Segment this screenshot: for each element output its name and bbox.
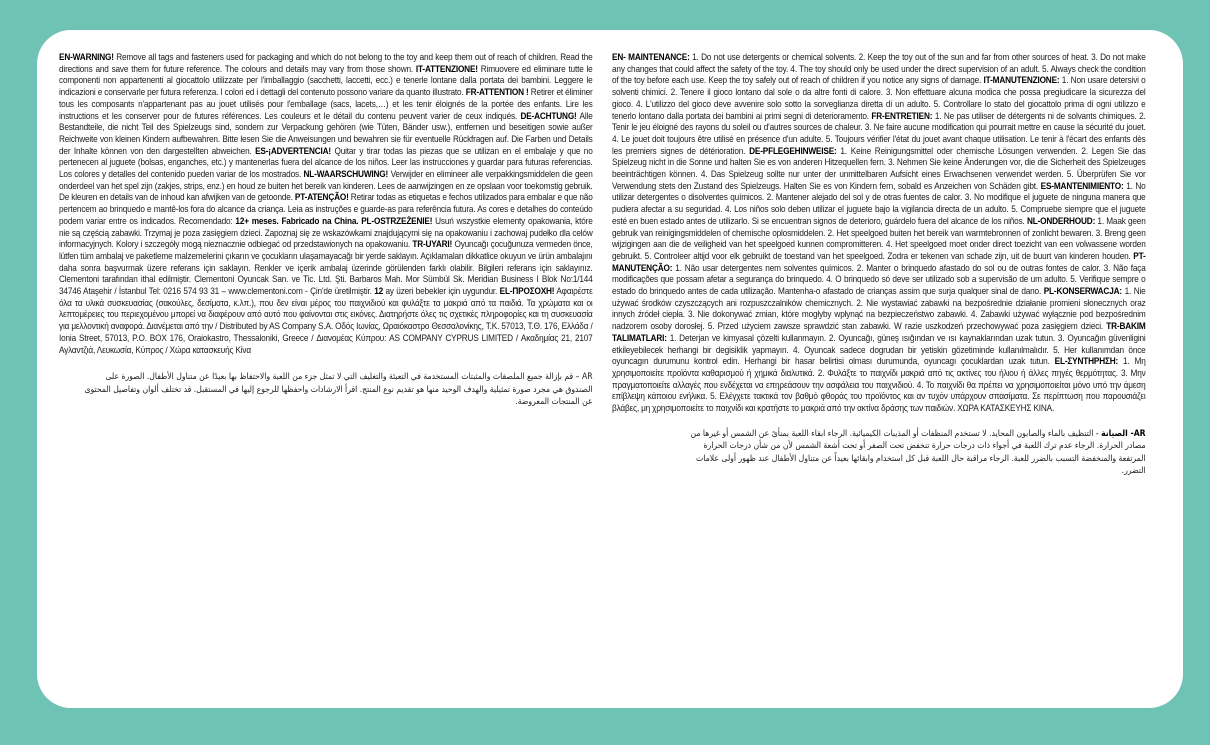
it-maintenance-label: IT-MANUTENZIONE:: [983, 75, 1060, 86]
pl-warning-text: Usuń wszystkie elementy opakowania, które nie są częścią zabawki. Trzymaj je poza zasięgiem dzieci. Zapoznaj się ze wskazówkami znajdującymi się na opakowaniu i zachowaj pudełko dla celów informacyjnych. Kolory i szczegóły mogą nieznacznie odbiegać od przedstawionych na opakowaniu.: [59, 215, 593, 250]
el-maintenance-label: EL-ΣΥΝΤΗΡΗΣΗ:: [1054, 356, 1119, 367]
pl-maintenance-text: 1. Nie używać środków czyszczących ani rozpuszczalników chemicznych. 2. Nie wystawiać zabawki na bezpośrednie działanie promieni słonecznych oraz innych źródeł ciepła. 3. Nie dokonywać zmian, które mogłyby wpłynąć na bezpieczeństwo zabawki. 4. Zabawki używać wyłącznie pod bezpośrednim nadzorem osoby dorosłej. 5. Przed użyciem zawsze sprawdzić stan zabawki. W razie uszkodzeń przechowywać poza zasięgiem dzieci.: [612, 286, 1146, 332]
el-warning-label: EL-ΠΡΟΣΟΧΗ!: [499, 286, 555, 297]
de-maintenance-label: DE-PFLEGEHINWEISE:: [749, 145, 837, 156]
el-maintenance-text: 1. Μη χρησιμοποιείτε προϊόντα καθαρισμού ή χημικά διαλυτικά. 2. Φυλάξτε το παιχνίδι μακριά από τις ακτίνες του ήλιου ή άλλες πηγές θερμότητας. 3. Μην πραγματοποιείτε αλλαγές που ενδέχεται να επηρεάσουν την ασφάλεια του παιχνιδιού. 4. Το παιχνίδι θα πρέπει να χρησιμοποιείται μόνο υπό την άμεση επίβλεψη κάποιου ενήλικα. 5. Ελέγχετε τακτικά τον βαθμό φθοράς του προϊόντος και αν τυχόν υπάρχουν σπασίματα. Σε περίπτωση που παρουσιάζει βλάβες, μη χρησιμοποιείτε το παιχνίδι και κρατήστε το μακριά από την ακτίνα δράσης των παιδιών. ΧΩΡΑ ΚΑΤΑΣΚΕΥΗΣ ΚΙΝΑ.: [612, 356, 1146, 414]
nl-warning-label: NL-WAARSCHUWING!: [303, 169, 389, 180]
warnings-paragraph: [59, 52, 593, 356]
el-warning-text: Αφαιρέστε όλα τα υλικά συσκευασίας (σακούλες, δεσίματα, κ.λπ.), που δεν είναι μέρος του παιχνιδιού και φυλάξτε τα μακριά από τα παιδιά. Τα χρώματα και οι λεπτομέρειες του περιεχομένου μπορεί να διαφέρουν από αυτό που φαίνονται στις εικόνες. Διατηρήστε όλες τις σχετικές πληροφορίες και τη συσκευασία για μελλοντική αναφορά. Διανέμεται από την / Distributed by AS Company S.A. Οδός Ιωνίας, Ωραιόκαστρο Θεσσαλονίκης, Τ.Κ. 57013, Τ.Θ. 176, Ελλάδα / Ionia Street, 57013, P.O. BOX 176, Oraiokastro, Thessaloniki, Greece / Διανομέας Κύπρου: AS COMPANY CYPRUS LIMITED / Ακαδημίας 21, 2107 Αγλαντζιά, Λευκωσία, Κύπρος / Χώρα κατασκευής Κίνα: [59, 286, 593, 355]
de-maintenance-text: 1. Keine Reinigungsmittel oder chemische Lösungen verwenden. 2. Legen Sie das Spielzeug nicht in die Sonne und halten Sie es von anderen Hitzequellen fern. 3. Nehmen Sie keine Änderungen vor, die die Sicherheit des Spielzeuges beeinträchtigen können. 4. Das Spielzeug sollte nur unter der unmittelbaren Aufsicht eines Erwachsenen verwendet werden. 5. Überprüfen Sie vor Verwendung stets den Zustand des Spielzeugs. Halten Sie es von Kindern fern, sobald es Anzeichen von Schäden gibt.: [612, 145, 1146, 191]
maintenance-column: [612, 52, 1146, 477]
pl-warning-label: PL-OSTRZEŻENIE!: [361, 215, 433, 226]
nl-maintenance-label: NL-ONDERHOUD:: [1026, 215, 1096, 226]
warnings-column: [59, 52, 593, 408]
instruction-sheet: [37, 30, 1183, 708]
fr-warning-text: Retirer et éliminer tous les composants n'appartenant pas au jouet utilisés pour l'emballage (sacs, lacets,…) et les tenir éloignés de la portée des enfants. Lire les instructions et les conserver pour de futures références. Les couleurs et le détail du contenu peuvent varier de ceux indiqués.: [59, 87, 593, 121]
pt-maintenance-text: 1. Não usar detergentes nem solventes químicos. 2. Manter o brinquedo afastado do sol ou de outras fontes de calor. 3. Não faça modificações que possam afetar a segurança do brinquedo. 4. O brinquedo só deve ser utilizado sob a supervisão de um adulto. 5. Verifique sempre o estado do brinquedo antes de cada utilização. Mantenha-o afastado de crianças assim que surja qualquer sinal de dano.: [612, 262, 1146, 297]
es-warning-text: Quitar y tirar todas las piezas que se utilizan en el embalaje y que no pertenecen al juguete (bolsas, enganches, etc.) y mantenerlas fuera del alcance de los niños. Leer las instrucciones y guardar para futuras referencias. Los colores y detalles del contenido pueden variar de los mostrados.: [59, 145, 593, 180]
pt-maintenance-label: PT-MANUTENÇÃO:: [612, 250, 1146, 273]
de-warning-text: Alle Bestandteile, die nicht Teil des Spielzeugs sind, sondern zur Verpackung gehören (wie Tüten, Bänder usw.), entfernen und beseitigen sowie außer Reichweite von kleinen Kindern aufbewahren. Bitte lesen Sie die Anweisungen und bewahren sie für eventuelle Rückfragen auf. Die Farben und Details der Inhalte können von den dargestellten abweichen.: [59, 110, 593, 156]
pt-warning-label: PT-ATENÇÃO!: [294, 192, 349, 203]
en-maintenance-label: EN- MAINTENANCE:: [612, 52, 690, 62]
it-warning-label: IT-ATTENZIONE!: [415, 63, 478, 74]
it-warning-text: Rimuovere ed eliminare tutte le componenti non appartenenti al giocattolo utilizzate per l'imballaggio (sacchetti, laccetti, ecc.) e tenerle lontane dalla portata dei bambini. Leggere le indicazioni e conservarle per futura referenza. I colori ed i dettagli del contenuto possono variare da quanto illustrato.: [59, 63, 593, 98]
tr-maintenance-text: 1. Deterjan ve kimyasal çözelti kullanmayın. 2. Oyuncağı, güneş ısığından ve ısı kaynaklarından uzak tutun. 3. Oyuncağın güvenligini etkileyebilecek herhangi bir degisiklik yapmayın. 4. Oyuncak sadece dogrudan bir yetiskin gözetiminde kullanılmalıdır. 5. Her kullanımdan önce oyuncagın durumunu kontrol edin. Herhangi bir hasar belirtisi olması durumunda, oyuncagı çocuklardan uzak tutun.: [612, 332, 1146, 367]
de-warning-label: DE-ACHTUNG!: [520, 110, 577, 121]
it-maintenance-text: 1. Non usare detersivi o solventi chimici. 2. Tenere il gioco lontano dal sole o da altre fonti di calore. 3. Non effettuare alcuna modica che possa pregiudicare la sicurezza del gioco. 4. L'utilizzo del gioco deve avvenire solo sotto la sorveglianza diretta di un adulto. 5. Controllare lo stato del giocattolo prima di ogni utilizzo e tenerlo lontano dalla portata dei bambini ai primi segni di deterioramento.: [612, 75, 1146, 121]
ar-maintenance-text: - التنظيف بالماء والصابون المحايد. لا تستخدم المنظفات أو المذيبات الكيميائية. الرجاء ابقاء اللعبة بمنأىً عن الشمس أو غيرها من مصادر الحرارة. الرجاء عدم ترك اللعبة في أجواء ذات درجات حرارة تنخفض تحت الصفر أو تحت أشعة الشمس لأن من شأن درجات الحرارة المرتفعة والمنخفضة التسبب بالضرر للعبة. الرجاء مراقبة حال اللعبة قبل كل استخدام وابقائها بعيداً عن متناول الأطفال عند ظهور أولى علامات التضرر.: [690, 427, 1146, 476]
es-warning-label: ES-¡ADVERTENCIA!: [255, 145, 332, 156]
tr-age-text: ay üzeri bebekler için uygundur.: [383, 286, 500, 297]
en-warning-label: EN-WARNING!: [59, 52, 114, 62]
tr-warning-label: TR-UYARI!: [412, 239, 453, 250]
es-maintenance-text: 1. No utilizar detergentes o disolventes químicos. 2. Mantener alejado del sol y de otras fuentes de calor. 3. No modifique el juguete de ninguna manera que pudiera afectar a su seguridad. 4. Los niños solo deben utilizar el juguete bajo la vigilancia directa de un adulto. 5. Compruebe siempre que el juguete esté en buen estado antes de utilizarlo. Si se encuentran signos de deterioro, guárdelo fuera del alcance de los niños.: [612, 180, 1146, 226]
en-warning-text: Remove all tags and fasteners used for packaging and which do not belong to the toy and keep them out of reach of children. Read the directions and save them for future reference. The colours and details may vary from those shown.: [59, 52, 593, 74]
es-maintenance-label: ES-MANTENIMIENTO:: [1040, 180, 1124, 191]
tr-maintenance-label: TR-BAKIM TALIMATLARI:: [612, 321, 1146, 343]
tr-warning-text: Oyuncağı çocuğunuza vermeden önce, lütfen tüm ambalaj ve paketleme malzemelerini çıkarın ve çocukların ulaşamayacağı bir yerde saklayın. Açıklamaları dikkatlice okuyun ve ürün ambalajını daha sonra başvurmak üzere referans için saklayın. Renkler ve içerik ambalaj üzerinde görülenden farklı olabilir. Bilgileri referans için saklayınız. Clementoni tarafından ithal edilmiştir. Clementoni Oyuncak San. ve Tic. Ltd. Şti. Barbaros Mah. Mor Sümbül Sk. Meridian Business I Blok No:1/144 34746 Ataşehir / İstanbul Tel: 0216 574 93 31 – www.clementoni.com - Çin'de üretilmiştir.: [59, 239, 593, 297]
tr-age-number: 12: [374, 286, 384, 297]
pt-warning-text: Retirar todas as etiquetas e fechos utilizados para embalar e que não pertencem ao brinquedo e mantê-los fora do alcance da criança. Leia as instruções e guarde-as para referência futura. As cores e detalhes do conteúdo podem variar entre os indicados. Recomendado:: [59, 192, 593, 226]
maintenance-paragraph: [612, 52, 1146, 415]
fr-maintenance-label: FR-ENTRETIEN:: [871, 110, 933, 121]
fr-warning-label: FR-ATTENTION !: [465, 87, 529, 98]
fr-maintenance-text: 1. Ne pas utiliser de détergents ni de solvants chimiques. 2. Tenir le jeu éloigné des rayons du soleil ou d'autres sources de chaleur. 3. Ne faire aucune modification qui pourrait mettre en cause la sécurité du jouet. 4. Le jouet doit toujours être utilisé en présence d'un adulte. 5. Toujours vérifier l'état du jouet avant chaque utilisation. Le tenir à l'écart des enfants dès les premiers signes de détérioration.: [612, 110, 1146, 156]
pl-maintenance-label: PL-KONSERWACJA:: [1043, 286, 1122, 297]
ar-warning-text: AR – قم بإزالة جميع الملصقات والمثبتات المستخدمة في التعبئة والتغليف التي لا تمثل جزء من اللعبة والاحتفاظ بها بعيدًا عن متناول الأطفال. الصورة على الصندوق هي مجرد صورة تمثيلية والهدف الوحيد منها هو تقديم نوع المنتج. اقرأ الارشادات واحفظها للرجوع إليها في المستقبل. قد تختلف ألوان وتفاصيل المحتوى عن المنتجات المعروضة.: [84, 371, 593, 407]
ar-maintenance-label: AR- الصيانة: [1101, 427, 1146, 438]
ar-maintenance: [612, 427, 1146, 477]
pt-age-note: 12+ meses. Fabricado na China.: [235, 215, 359, 226]
en-maintenance-text: 1. Do not use detergents or chemical solvents. 2. Keep the toy out of the sun and far from other sources of heat. 3. Do not make any changes that could affect the safety of the toy. 4. The toy should only be used under the direct supervision of an adult. 5. Always check the condition of the toy before each use. Keep the toy safely out of reach of children if you notice any signs of damage.: [612, 52, 1146, 86]
nl-maintenance-text: 1. Maak geen gebruik van reinigingsmiddelen of chemische oplosmiddelen. 2. Het speelgoed buiten het bereik van warmtebronnen of zonlicht bewaren. 3. Breng geen wijzigingen aan die de veiligheid van het speelgoed kunnen compromitteren. 4. Het speelgoed moet onder direct toezicht van een volwassene worden gebruikt. 5. Controleer altijd voor elk gebruikt de toestand van het speelgoed. Zodra er tekenen van schade zijn, uit de buurt van kinderen houden.: [612, 215, 1146, 261]
nl-warning-text: Verwijder en elimineer alle verpakkingsmiddelen die geen onderdeel van het spel zijn (zakjes, strips, enz.) en houd ze buiten het bereik van kinderen. Lees de aanwijzingen en ze opslaan voor toekomstig gebruik. De kleuren en details van de inhoud kan afwijken van de getoonde.: [59, 169, 593, 203]
